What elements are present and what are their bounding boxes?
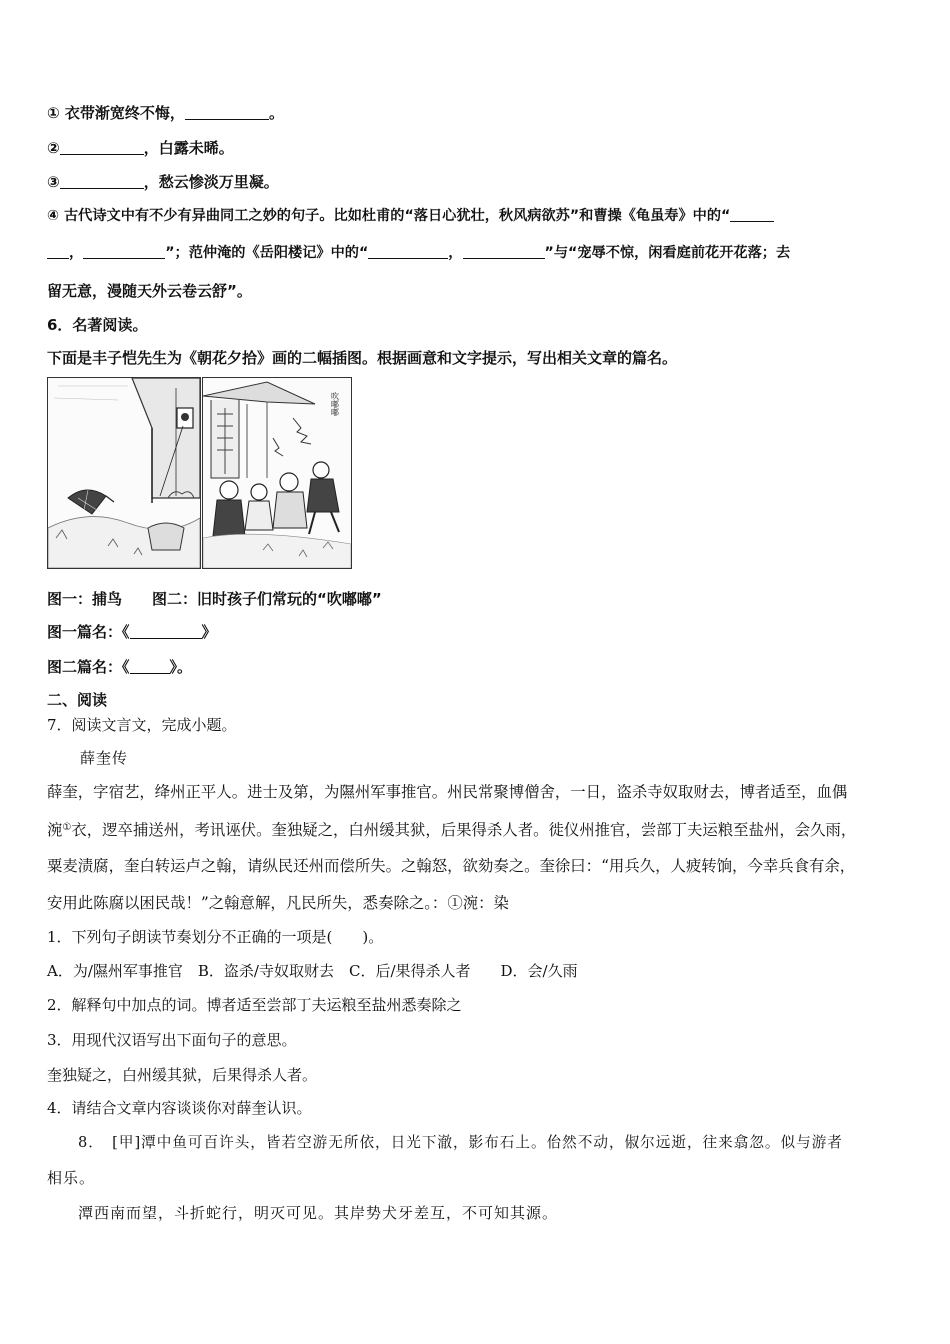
q6-heading: 6．名著阅读。 bbox=[47, 316, 148, 334]
q5-line-4a bbox=[47, 206, 774, 226]
q6-answer-1-label: 图一篇名：《 bbox=[47, 623, 130, 641]
q5-line-4a-text: ④ 古代诗文中有不少有异曲同工之妙的句子。比如杜甫的“落日心犹壮，秋风病欲苏”和曹操《龟虽寿》中的“ bbox=[47, 208, 731, 224]
q7-sub-3: 3．用现代汉语写出下面句子的意思。 bbox=[47, 1031, 297, 1049]
q7-options: A．为/隰州军事推官 B．盗杀/寺奴取财去 C．后/果得杀人者 D．会/久雨 bbox=[47, 962, 578, 980]
q5-line-1-text: ① 衣带渐宽终不悔， bbox=[47, 104, 185, 122]
footnote-marker: ① bbox=[62, 822, 72, 833]
q6-answer-1-end: 》 bbox=[201, 623, 217, 641]
q7-sub-2: 2．解释句中加点的词。博者适至尝部丁夫运粮至盐州悉奏除之 bbox=[47, 996, 462, 1014]
passage-line-3: 粟麦渍腐，奎白转运卢之翰，请纵民还州而偿所失。之翰怒，欲劾奏之。奎徐曰：“用兵久，人疲转饷，今幸兵食有余， bbox=[47, 857, 856, 875]
q7-sub-1: 1．下列句子朗读节奏划分不正确的一项是( )。 bbox=[47, 928, 384, 946]
passage-title: 薛奎传 bbox=[80, 749, 129, 767]
answer-blank[interactable] bbox=[130, 659, 170, 674]
q5-line-3 bbox=[47, 172, 279, 192]
q7-sub-4: 4．请结合文章内容谈谈你对薛奎认识。 bbox=[47, 1099, 312, 1117]
q6-answer-2-label: 图二篇名：《 bbox=[47, 658, 130, 676]
q5-line-4b-comma2: ， bbox=[448, 245, 463, 261]
q7-heading: 7．阅读文言文，完成小题。 bbox=[47, 716, 237, 734]
passage-line-2-b: 衣，逻卒捕送州，考讯诬伏。奎独疑之，白州缓其狱，后果得杀人者。徙仪州推官，尝部丁夫运粮至盐州，会久雨， bbox=[71, 821, 857, 839]
answer-blank[interactable] bbox=[730, 207, 774, 222]
q5-line-2-prefix: ② bbox=[47, 139, 60, 157]
q5-line-2 bbox=[47, 138, 234, 158]
answer-blank[interactable] bbox=[60, 140, 144, 155]
passage-line-2-a: 涴 bbox=[47, 821, 63, 839]
q7-sub-3-sentence: 奎独疑之，白州缓其狱，后果得杀人者。 bbox=[47, 1066, 318, 1084]
q5-line-3-text: ，愁云惨淡万里凝。 bbox=[143, 173, 279, 191]
answer-blank[interactable] bbox=[60, 174, 144, 189]
passage-line-4: 安用此陈腐以困民哉！”之翰意解，凡民所失，悉奏除之。：①涴：染 bbox=[47, 894, 509, 912]
figure-caption: 图一：捕鸟 图二：旧时孩子们常玩的“吹嘟嘟” bbox=[47, 590, 382, 608]
answer-blank[interactable] bbox=[185, 105, 269, 120]
section-2-title: 二、阅读 bbox=[47, 691, 108, 709]
q5-line-4b-mid: ”；范仲淹的《岳阳楼记》中的“ bbox=[165, 245, 369, 261]
q5-line-4b-comma: ， bbox=[69, 245, 84, 261]
figure-2-drawing bbox=[203, 378, 351, 568]
q5-line-1 bbox=[47, 103, 284, 123]
answer-blank[interactable] bbox=[130, 624, 202, 639]
q6-answer-2-end: 》。 bbox=[169, 658, 193, 676]
q5-line-4b-end: ”与“宠辱不惊，闲看庭前花开花落；去 bbox=[544, 245, 791, 261]
q5-line-4b bbox=[47, 243, 790, 263]
figure-2-inscription: 吹嘟嘟 bbox=[330, 392, 340, 416]
answer-blank[interactable] bbox=[368, 244, 448, 259]
q5-line-2-text: ，白露未晞。 bbox=[143, 139, 234, 157]
passage-line-1: 薛奎，字宿艺，绛州正平人。进士及第，为隰州军事推官。州民常聚博僧舍，一日，盗杀寺奴取财去，博者适至，血偶 bbox=[47, 783, 848, 801]
q5-line-3-prefix: ③ bbox=[47, 173, 60, 191]
q8-line-1: 8． [甲]潭中鱼可百许头，皆若空游无所依，日光下澈，影布石上。佁然不动，俶尔远逝，往来翕忽。似与游者 bbox=[78, 1134, 843, 1151]
q6-answer-1 bbox=[47, 622, 217, 642]
answer-blank[interactable] bbox=[463, 244, 545, 259]
answer-blank[interactable] bbox=[47, 244, 69, 259]
passage-line-2 bbox=[47, 818, 856, 840]
figure-1-illustration bbox=[47, 377, 201, 569]
q5-line-1-end: 。 bbox=[268, 104, 284, 122]
figure-1-drawing bbox=[48, 378, 200, 568]
q8-line-3: 潭西南而望，斗折蛇行，明灭可见。其岸势犬牙差互，不可知其源。 bbox=[78, 1204, 559, 1222]
answer-blank[interactable] bbox=[83, 244, 165, 259]
q6-intro: 下面是丰子恺先生为《朝花夕拾》画的二幅插图。根据画意和文字提示，写出相关文章的篇名。 bbox=[47, 349, 678, 367]
q8-line-2: 相乐。 bbox=[47, 1169, 96, 1187]
q6-answer-2 bbox=[47, 657, 192, 677]
q5-line-4c: 留无意，漫随天外云卷云舒”。 bbox=[47, 282, 252, 300]
figure-2-illustration bbox=[202, 377, 352, 569]
